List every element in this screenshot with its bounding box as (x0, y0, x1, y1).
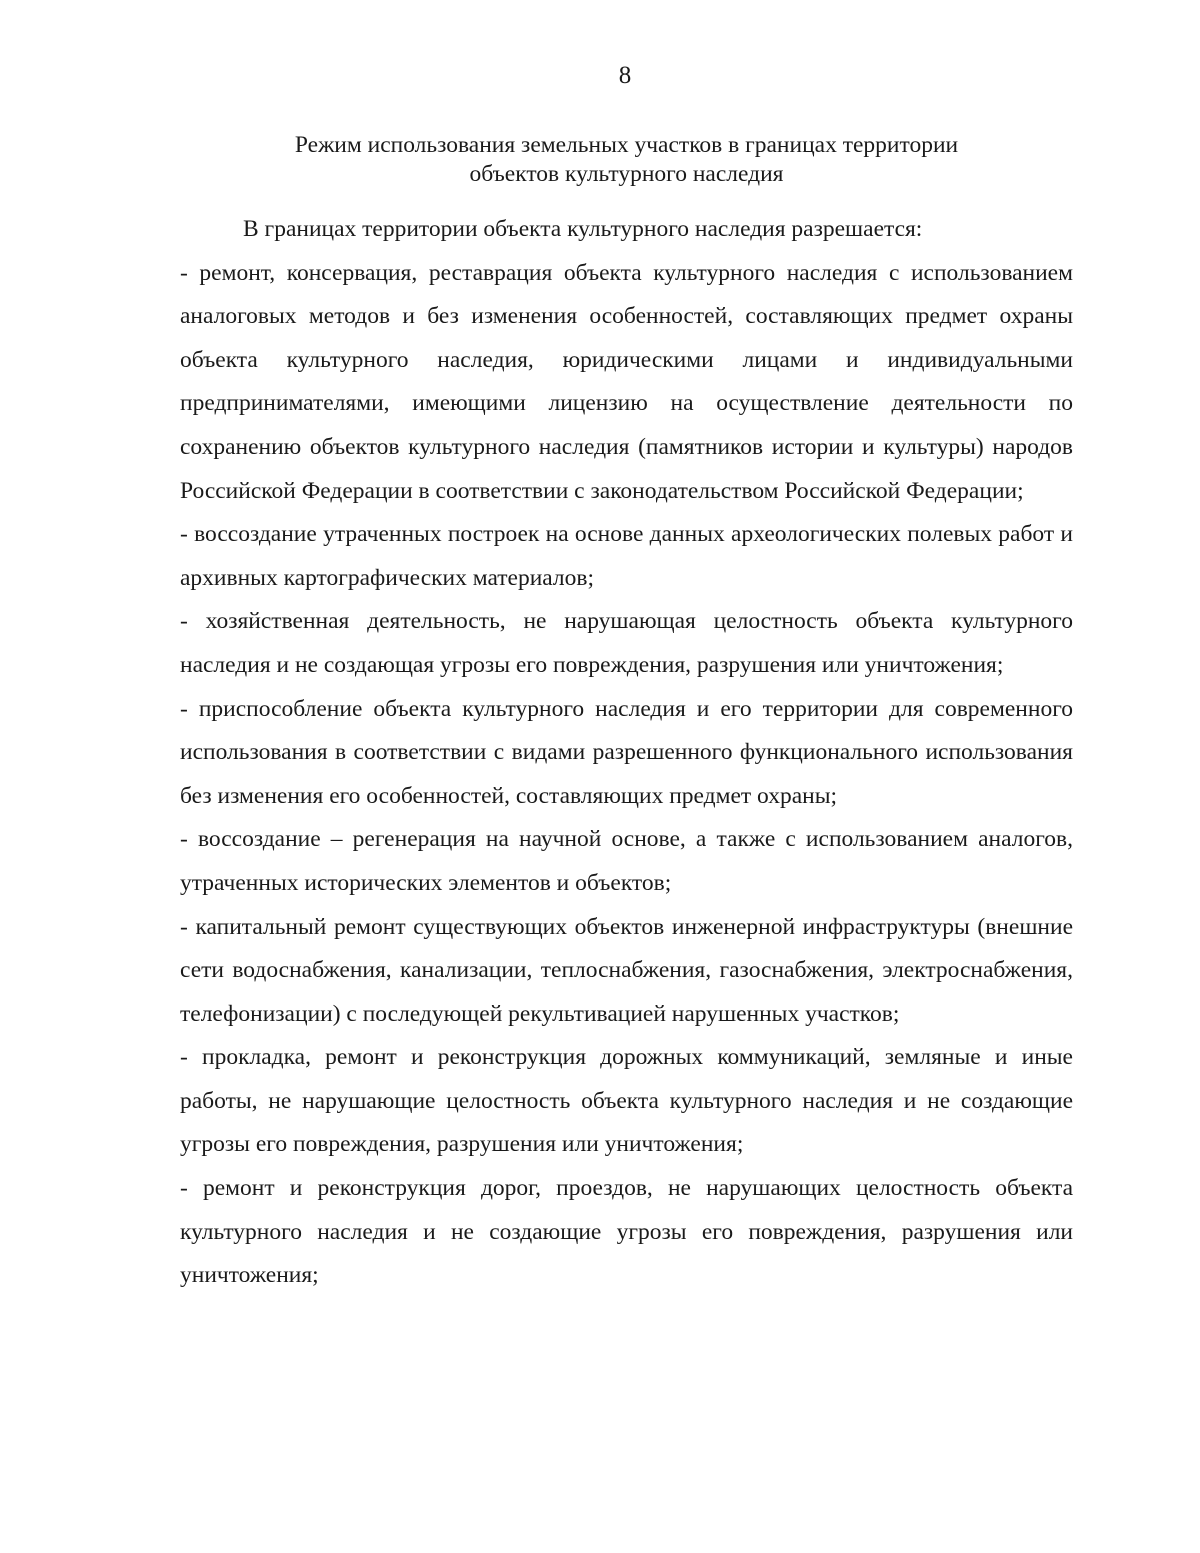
section-title-line-1: Режим использования земельных участков в границах территории (294, 132, 959, 158)
intro-paragraph: В границах территории объекта культурного наследия разрешается: (243, 216, 923, 242)
list-item-roads-driveways: - ремонт и реконструкция дорог, проездов, не нарушающих целостность объекта культурного наследия и не создающие угрозы его повреждения, разрушения или уничтожения; (180, 1175, 1073, 1289)
list-item-lost-buildings-recreation: - воссоздание утраченных построек на основе данных археологических полевых работ и архивных картографических материалов; (180, 521, 1073, 591)
section-title (180, 131, 1073, 189)
list-item-repair-restoration: - ремонт, консервация, реставрация объекта культурного наследия с использованием аналоговых методов и без изменения особенностей, составляющих предмет охраны объекта культурного наследия, юридическими лицами и индивидуальными предпринимателями, имеющими лицензию на осуществление деятельности по сохранению объектов культурного наследия (памятников истории и культуры) народов Российской Федерации в соответствии с законодательством Российской Федерации; (180, 259, 1073, 504)
list-item-regeneration: - воссоздание – регенерация на научной основе, а также с использованием аналогов, утраченных исторических элементов и объектов; (180, 826, 1073, 896)
document-body (180, 208, 1073, 1298)
list-item-infrastructure-repair: - капитальный ремонт существующих объектов инженерной инфраструктуры (внешние сети водоснабжения, канализации, теплоснабжения, газоснабжения, электроснабжения, телефонизации) с последующей рекультивацией нарушенных участков; (180, 913, 1073, 1027)
list-item-road-communications: - прокладка, ремонт и реконструкция дорожных коммуникаций, земляные и иные работы, не нарушающие целостность объекта культурного наследия и не создающие угрозы его повреждения, разрушения или уничтожения; (180, 1044, 1073, 1158)
section-title-line-2: объектов культурного наследия (469, 161, 784, 187)
list-item-adaptation: - приспособление объекта культурного наследия и его территории для современного использования в соответствии с видами разрешенного функционального использования без изменения его особенностей, составляющих предмет охраны; (180, 695, 1073, 809)
list-item-economic-activity: - хозяйственная деятельность, не нарушающая целостность объекта культурного наследия и не создающая угрозы его повреждения, разрушения или уничтожения; (180, 608, 1073, 678)
page-number: 8 (618, 62, 632, 89)
